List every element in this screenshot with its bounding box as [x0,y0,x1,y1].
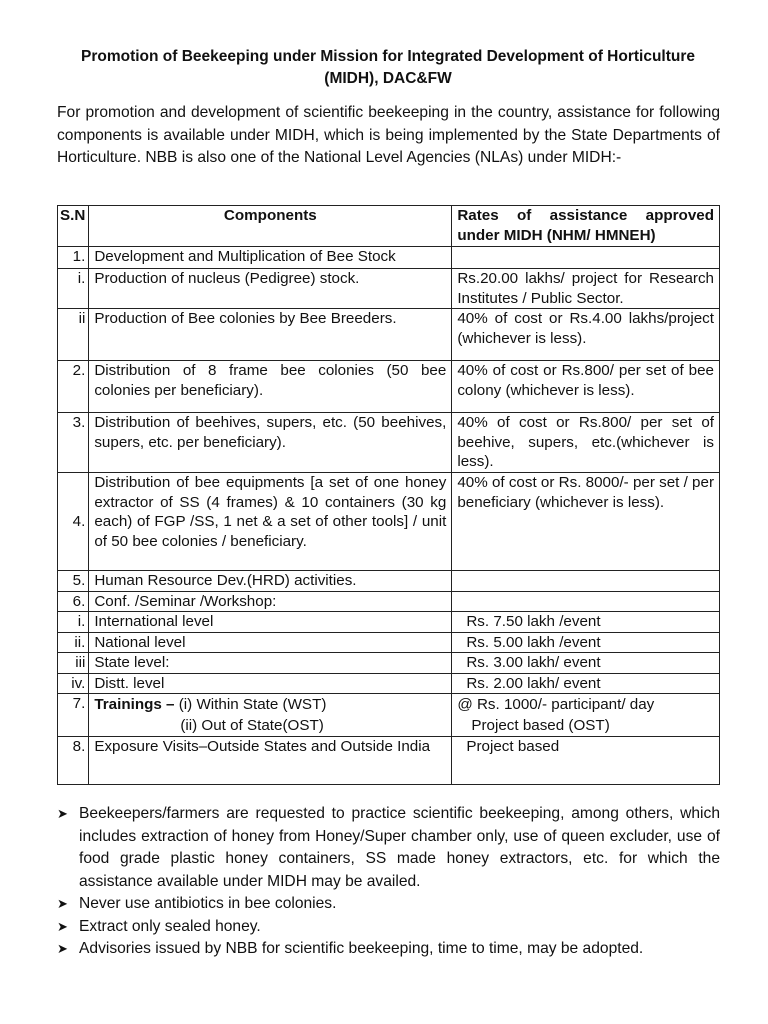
list-item [57,916,720,939]
trainings-label: Trainings – [94,696,175,713]
row-rate: Rs. 2.00 lakh/ event [452,673,720,694]
table-row [58,591,720,612]
header-sn: S.N [58,206,89,247]
header-rates: Rates of assistance approved under MIDH (NHM/ HMNEH) [452,206,720,247]
table-row [58,673,720,694]
table-row [58,309,720,361]
row-component: Production of Bee colonies by Bee Breeders. [89,309,452,361]
row-component: International level [89,612,452,633]
row-rate: Rs. 3.00 lakh/ event [452,653,720,674]
training-rate-ost: Project based (OST) [471,717,610,734]
row-sn: 2. [58,361,89,413]
table-row [58,473,720,571]
arrowhead-bullet-icon: ➤ [57,941,68,956]
row-component: State level: [89,653,452,674]
row-component [89,694,452,737]
row-rate [452,694,720,737]
table-row [58,361,720,413]
row-sn: 4. [58,473,89,571]
row-sn: i. [58,269,89,309]
row-component: Distribution of beehives, supers, etc. (50 beehives, supers, etc. per beneficiary). [89,413,452,473]
table-row [58,632,720,653]
row-rate: Project based [452,737,720,785]
row-sn: ii [58,309,89,361]
training-wst: (i) Within State (WST) [174,696,327,713]
row-sn: iv. [58,673,89,694]
row-rate: Rs. 5.00 lakh /event [452,632,720,653]
table-row [58,571,720,592]
intro-paragraph: For promotion and development of scientific beekeeping in the country, assistance for following components is available under MIDH, which is being implemented by the State Departments of Horticulture. NBB is also one of the National Level Agencies (NLAs) under MIDH:- [57,104,720,166]
row-sn: 1. [58,247,89,269]
table-row [58,612,720,633]
row-rate: 40% of cost or Rs.800/ per set of bee colony (whichever is less). [452,361,720,413]
list-item [57,893,720,916]
row-sn: 7. [58,694,89,737]
row-rate: Rs.20.00 lakhs/ project for Research Institutes / Public Sector. [452,269,720,309]
row-component: Production of nucleus (Pedigree) stock. [89,269,452,309]
row-sn: 8. [58,737,89,785]
advisory-list [57,803,720,961]
row-sn: i. [58,612,89,633]
assistance-table [57,205,720,785]
row-component: Human Resource Dev.(HRD) activities. [89,571,452,592]
row-rate [452,591,720,612]
row-component: Distt. level [89,673,452,694]
row-sn: 6. [58,591,89,612]
row-sn: iii [58,653,89,674]
row-rate [452,571,720,592]
row-rate: 40% of cost or Rs. 8000/- per set / per beneficiary (whichever is less). [452,473,720,571]
table-row [58,413,720,473]
row-component: Conf. /Seminar /Workshop: [89,591,452,612]
note-text: Beekeepers/farmers are requested to practice scientific beekeeping, among others, which includes extraction of honey from Honey/Super chamber only, use of queen excluder, use of food grade plastic honey containers, SS made honey extractors, etc. for which the assistance available under MIDH may be availed. [79,805,720,890]
table-row [58,269,720,309]
table-header-row [58,206,720,247]
training-line-1 [94,694,446,716]
row-sn: ii. [58,632,89,653]
training-ost: (ii) Out of State(OST) [180,717,324,734]
note-text: Never use antibiotics in bee colonies. [79,895,337,912]
row-component: National level [89,632,452,653]
list-item [57,938,720,961]
note-text: Advisories issued by NBB for scientific beekeeping, time to time, may be adopted. [79,940,644,957]
row-component: Development and Multiplication of Bee Stock [89,247,452,269]
table-row [58,653,720,674]
row-rate [452,247,720,269]
arrowhead-bullet-icon: ➤ [57,806,68,821]
row-component: Distribution of bee equipments [a set of one honey extractor of SS (4 frames) & 10 containers (30 kg each) of FGP /SS, 1 net & a set of other tools] / unit of 50 bee colonies / beneficiary. [89,473,452,571]
row-component: Distribution of 8 frame bee colonies (50 bee colonies per beneficiary). [89,361,452,413]
training-rate-wst: @ Rs. 1000/- participant/ day [457,696,655,713]
list-item [57,803,720,893]
table-row [58,694,720,737]
row-sn: 5. [58,571,89,592]
row-component: Exposure Visits–Outside States and Outside India [89,737,452,785]
table-row [58,737,720,785]
row-rate: 40% of cost or Rs.4.00 lakhs/project (whichever is less). [452,309,720,361]
arrowhead-bullet-icon: ➤ [57,918,68,934]
row-rate: Rs. 7.50 lakh /event [452,612,720,633]
row-sn: 3. [58,413,89,473]
document-title: Promotion of Beekeeping under Mission for Integrated Development of Horticulture (MIDH), DAC&FW [80,48,696,87]
row-rate: 40% of cost or Rs.800/ per set of beehive, supers, etc.(whichever is less). [452,413,720,473]
header-components: Components [89,206,452,247]
arrowhead-bullet-icon: ➤ [57,896,68,911]
table-row [58,247,720,269]
note-text: Extract only sealed honey. [79,917,261,935]
